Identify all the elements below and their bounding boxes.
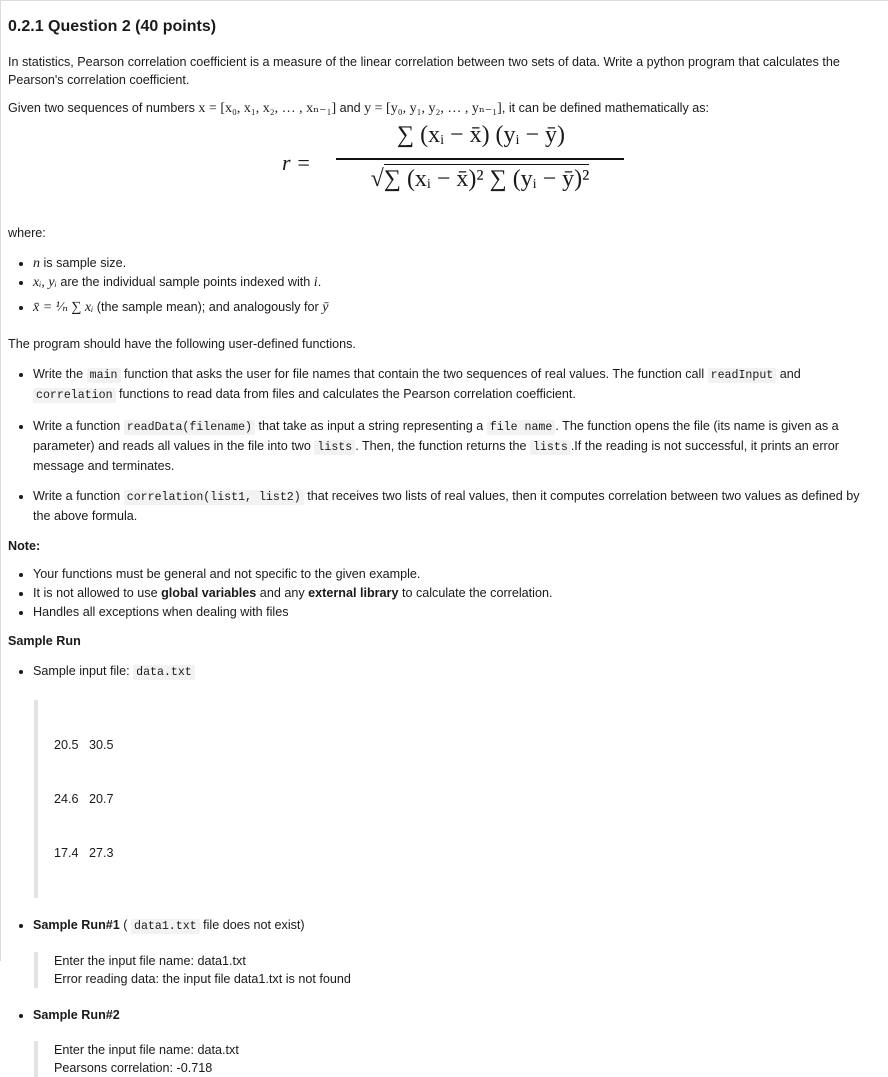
pearson-formula: [8, 120, 880, 206]
given-paragraph: [8, 99, 880, 118]
question-title: 0.2.1 Question 2 (40 points): [8, 18, 217, 35]
given-suffix: , it can be defined mathematically as:: [501, 101, 710, 115]
function-main: • Write the main function that asks the user for file names that contain the two sequences of real values. The function call readInput and correlation functions to read data from files and calculates the Pearson correlation coefficient.: [33, 365, 880, 405]
where-item: • n is sample size.: [33, 254, 880, 273]
run2-output: [34, 1041, 880, 1077]
math-mean: x̄ = ¹⁄ₙ ∑ xᵢ: [33, 300, 94, 315]
sample-run-label: Sample Run: [8, 634, 81, 648]
sqrt-symbol: √: [370, 166, 384, 192]
note-item: • Your functions must be general and not specific to the given example.: [33, 565, 880, 584]
intro-paragraph: In statistics, Pearson correlation coefficient is a measure of the linear correlation between two sets of data. Write a python program that calculates the Pearson's correlation coefficient.: [8, 55, 840, 87]
given-prefix: Given two sequences of numbers: [8, 101, 195, 115]
where-list: [8, 254, 880, 317]
sample-input-file: data.txt: [133, 665, 195, 680]
run1-output: [34, 952, 880, 988]
functions-intro: The program should have the following user-defined functions.: [8, 337, 356, 351]
output-line: Enter the input file name: data.txt: [54, 1043, 239, 1057]
formula-lhs: r =: [282, 150, 311, 175]
sample-input-list: [8, 662, 880, 682]
run2-item: • Sample Run#2: [33, 1006, 880, 1025]
x-sequence: x = [x₀, x₁, x₂, … , xₙ₋₁]: [198, 101, 337, 116]
fraction-bar: [336, 158, 624, 160]
data-line: 17.4 27.3: [54, 846, 114, 860]
note-label: Note:: [8, 539, 41, 553]
sample-input-item: • Sample input file: data.txt: [33, 662, 880, 682]
formula-denominator: [336, 164, 624, 194]
functions-list: [8, 365, 880, 525]
run1-item: • Sample Run#1 ( data1.txt file does not exist): [33, 916, 880, 936]
math-n: n: [33, 256, 40, 271]
y-sequence: y = [y₀, y₁, y₂, … , yₙ₋₁]: [364, 101, 502, 116]
math-xy: xᵢ, yᵢ: [33, 275, 57, 290]
note-item: • Handles all exceptions when dealing with files: [33, 603, 880, 622]
where-item: • xᵢ, yᵢ are the individual sample points indexed with i.: [33, 273, 880, 292]
note-item: • It is not allowed to use global variables and any external library to calculate the correlation.: [33, 584, 880, 603]
data-line: 20.5 30.5: [54, 738, 114, 752]
notes-list: [8, 565, 880, 622]
function-readdata: • Write a function readData(filename) that take as input a string representing a file name . The function opens the file (its name is given as a parameter) and reads all values in the file into two lists . Then, the function returns the lists .If the reading is not successful, it prints an error message and terminates.: [33, 417, 880, 475]
given-and: and: [339, 101, 361, 115]
data-file-content: [34, 700, 880, 898]
data-line: 24.6 20.7: [54, 792, 114, 806]
formula-numerator: ∑ (xᵢ − x̄) (yᵢ − ȳ): [397, 122, 565, 148]
where-item: • x̄ = ¹⁄ₙ ∑ xᵢ (the sample mean); and analogously for ȳ: [33, 298, 880, 317]
output-line: Pearsons correlation: -0.718: [54, 1061, 213, 1075]
output-line: Error reading data: the input file data1.txt is not found: [54, 972, 351, 986]
radicand: ∑ (xᵢ − x̄)² ∑ (yᵢ − ȳ)²: [383, 166, 590, 192]
where-label: where:: [8, 226, 46, 240]
run1-list: [8, 916, 880, 936]
function-correlation: • Write a function correlation(list1, list2) that receives two lists of real values, then it computes correlation between two values as defined by the above formula.: [33, 487, 880, 525]
output-line: Enter the input file name: data1.txt: [54, 954, 246, 968]
run2-list: [8, 1006, 880, 1025]
